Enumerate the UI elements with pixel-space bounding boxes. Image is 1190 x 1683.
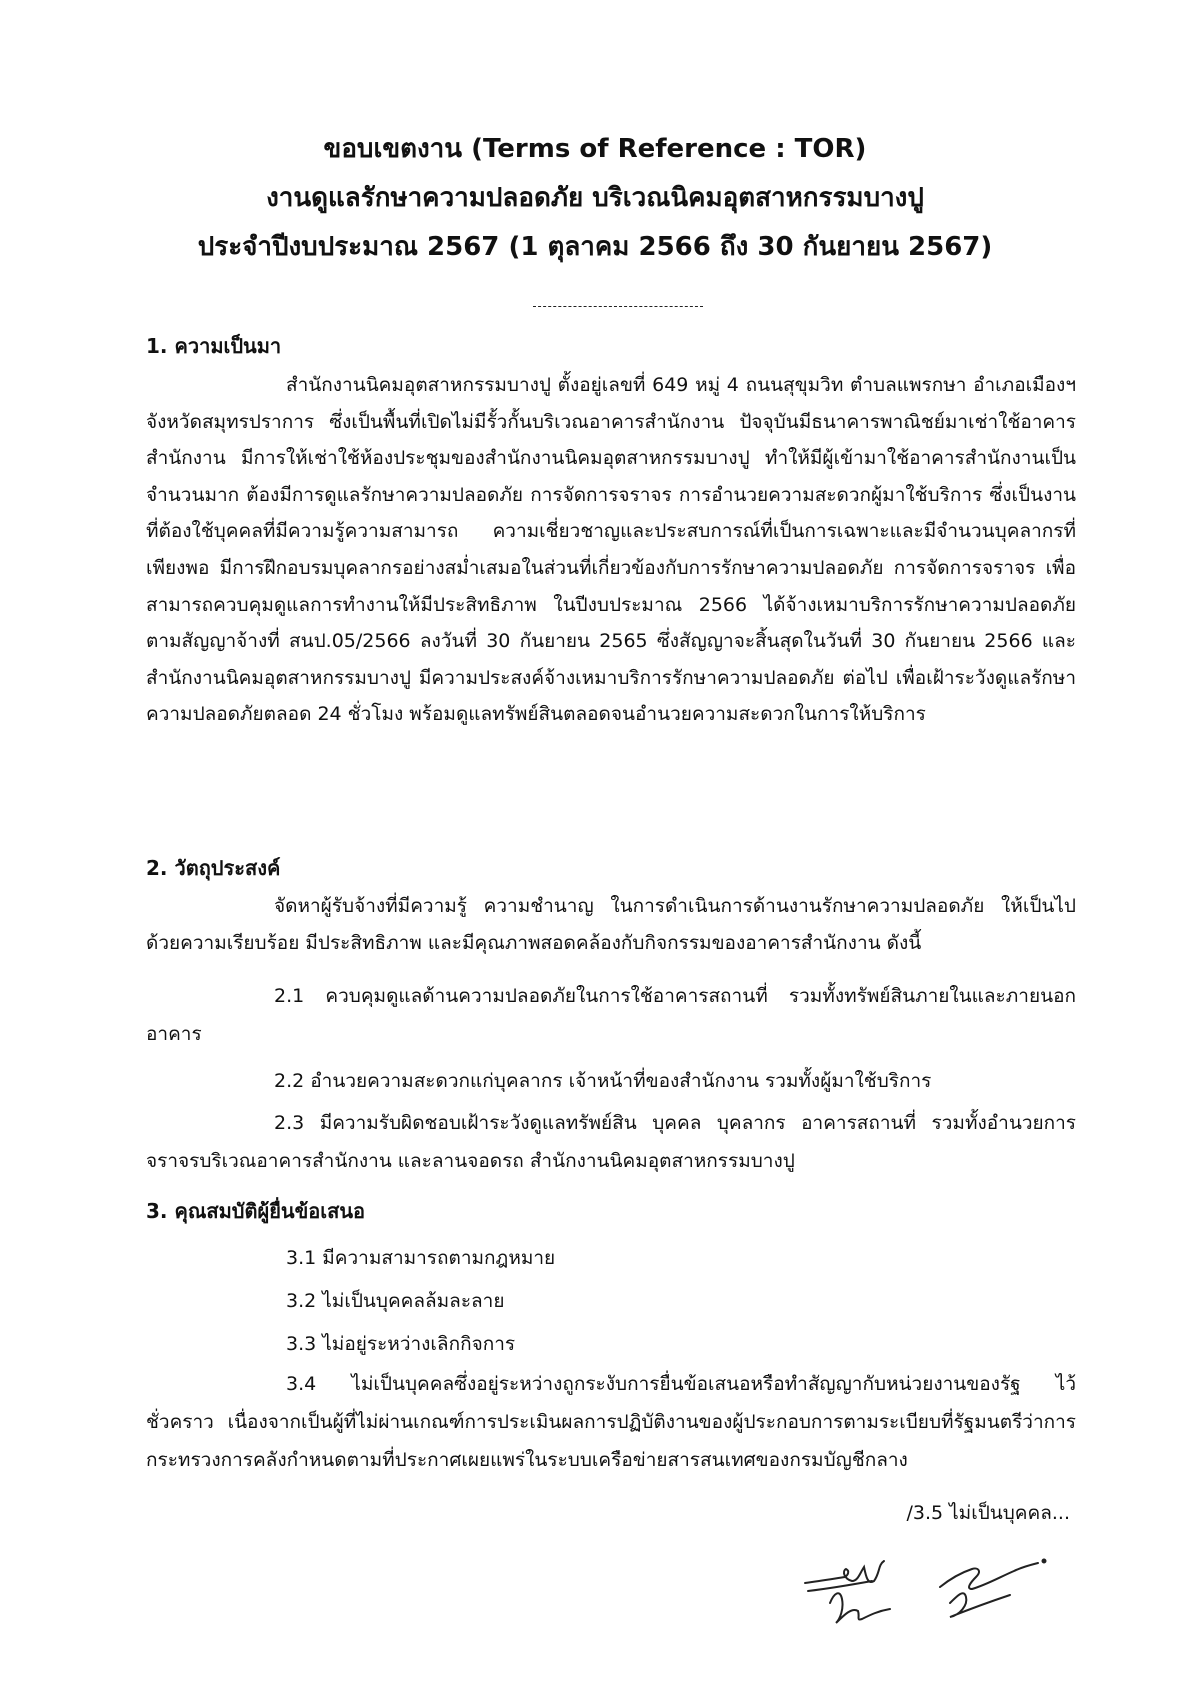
section-2-intro: จัดหาผู้รับจ้างที่มีความรู้ ความชำนาญ ในการดำเนินการด้านงานรักษาความปลอดภัย ให้เป็นไปด้วยความเรียบร้อย มีประสิทธิภาพ และมีคุณภาพสอดคล้องกับกิจกรรมของอาคารสำนักงาน ดังนี้: [146, 895, 1076, 954]
section-2-item: 2.3 มีความรับผิดชอบเฝ้าระวังดูแลทรัพย์สิน บุคคล บุคลากร อาคารสถานที่ รวมทั้งอำนวยการจราจรบริเวณอาคารสำนักงาน และลานจอดรถ สำนักงานนิคมอุตสาหกรรมบางปู: [146, 1112, 1076, 1172]
section-1-heading: 1. ความเป็นมา: [146, 334, 282, 358]
section-3-item: 3.1 มีความสามารถตามกฎหมาย: [286, 1247, 556, 1269]
continuation-note: /3.5 ไม่เป็นบุคคล...: [906, 1502, 1070, 1524]
section-2-item: 2.1 ควบคุมดูแลด้านความปลอดภัยในการใช้อาคารสถานที่ รวมทั้งทรัพย์สินภายในและภายนอกอาคาร: [146, 985, 1076, 1045]
section-2-heading: 2. วัตถุประสงค์: [146, 856, 281, 880]
signature-image: [800, 1545, 1050, 1635]
section-3-heading: 3. คุณสมบัติผู้ยื่นข้อเสนอ: [146, 1199, 366, 1223]
document-subtitle: งานดูแลรักษาความปลอดภัย บริเวณนิคมอุตสาหกรรมบางปู: [266, 183, 924, 213]
section-1-body: สำนักงานนิคมอุตสาหกรรมบางปู ตั้งอยู่เลขที่ 649 หมู่ 4 ถนนสุขุมวิท ตำบลแพรกษา อำเภอเมืองฯ จังหวัดสมุทรปราการ ซึ่งเป็นพื้นที่เปิดไม่มีรั้วกั้นบริเวณอาคารสำนักงาน ปัจจุบันมีธนาคารพาณิชย์มาเช่าใช้อาคารสำนักงาน มีการให้เช่าใช้ห้องประชุมของสำนักงานนิคมอุตสาหกรรมบางปู ทำให้มีผู้เข้ามาใช้อาคารสำนักงานเป็นจำนวนมาก ต้องมีการดูแลรักษาความปลอดภัย การจัดการจราจร การอำนวยความสะดวกผู้มาใช้บริการ ซึ่งเป็นงานที่ต้องใช้บุคคลที่มีความรู้ความสามารถ ความเชี่ยวชาญและประสบการณ์ที่เป็นการเฉพาะและมีจำนวนบุคลากรที่เพียงพอ มีการฝึกอบรมบุคลากรอย่างสม่ำเสมอในส่วนที่เกี่ยวข้องกับการรักษาความปลอดภัย การจัดการจราจร เพื่อสามารถควบคุมดูแลการทำงานให้มีประสิทธิภาพ ในปีงบประมาณ 2566 ได้จ้างเหมาบริการรักษาความปลอดภัย ตามสัญญาจ้างที่ สนป.05/2566 ลงวันที่ 30 กันยายน 2565 ซึ่งสัญญาจะสิ้นสุดในวันที่ 30 กันยายน 2566 และ สำนักงานนิคมอุตสาหกรรมบางปู มีความประสงค์จ้างเหมาบริการรักษาความปลอดภัย ต่อไป เพื่อเฝ้าระวังดูแลรักษาความปลอดภัยตลอด 24 ชั่วโมง พร้อมดูแลทรัพย์สินตลอดจนอำนวยความสะดวกในการให้บริการ: [146, 374, 1076, 726]
section-2-item: 2.2 อำนวยความสะดวกแก่บุคลากร เจ้าหน้าที่ของสำนักงาน รวมทั้งผู้มาใช้บริการ: [274, 1070, 932, 1092]
document-title: ขอบเขตงาน (Terms of Reference : TOR): [323, 134, 867, 164]
section-3-item: 3.3 ไม่อยู่ระหว่างเลิกกิจการ: [286, 1333, 516, 1355]
document-period: ประจำปีงบประมาณ 2567 (1 ตุลาคม 2566 ถึง 30 กันยายน 2567): [197, 232, 993, 262]
title-divider: [533, 306, 703, 307]
section-3-item: 3.4 ไม่เป็นบุคคลซึ่งอยู่ระหว่างถูกระงับการยื่นข้อเสนอหรือทำสัญญากับหน่วยงานของรัฐ ไว้ชั่วคราว เนื่องจากเป็นผู้ที่ไม่ผ่านเกณฑ์การประเมินผลการปฏิบัติงานของผู้ประกอบการตามระเบียบที่รัฐมนตรีว่าการกระทรวงการคลังกำหนดตามที่ประกาศเผยแพร่ในระบบเครือข่ายสารสนเทศของกรมบัญชีกลาง: [146, 1373, 1076, 1471]
section-3-item: 3.2 ไม่เป็นบุคคลล้มละลาย: [286, 1290, 505, 1312]
